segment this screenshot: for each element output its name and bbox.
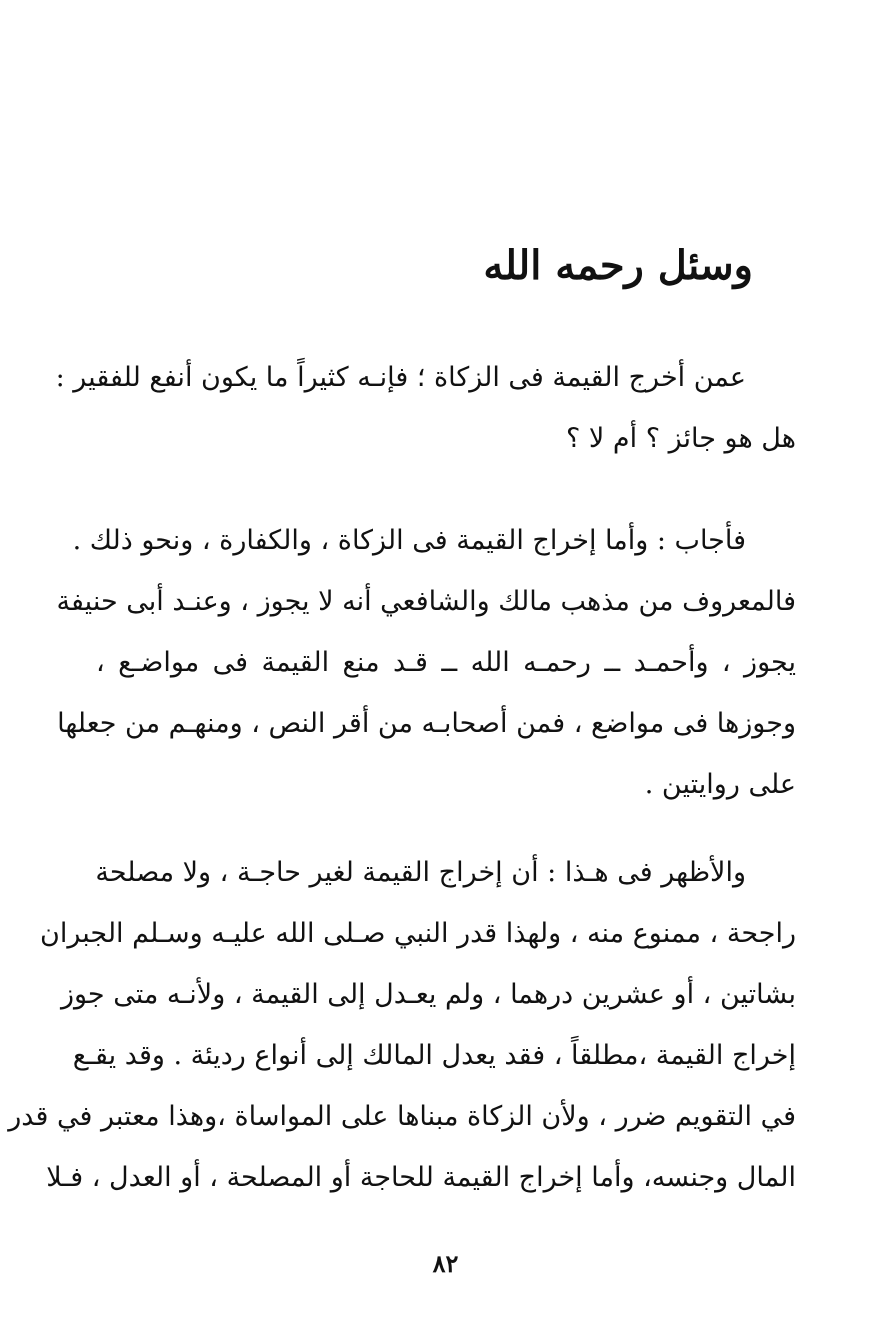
answer-line: راجحة ، ممنوع منه ، ولهذا قدر النبي صـلى الله عليـه وسـلم الجبران	[40, 918, 796, 949]
question-paragraph	[55, 347, 796, 469]
answer-line: والأظهر فى هـذا : أن إخراج القيمة لغير حاجـة ، ولا مصلحة	[95, 857, 746, 888]
question-line: عمن أخرج القيمة فى الزكاة ؛ فإنـه كثيراً ما يكون أنفع للفقير :	[55, 362, 746, 393]
answer-line: المال وجنسه، وأما إخراج القيمة للحاجة أو المصلحة ، أو العدل ، فـلا	[46, 1162, 796, 1193]
answer-line: وجوزها فى مواضع ، فمن أصحابـه من أقر النص ، ومنهـم من جعلها	[57, 708, 796, 739]
answer-line: فأجاب : وأما إخراج القيمة فى الزكاة ، والكفارة ، ونحو ذلك .	[72, 525, 746, 556]
answer-line: بشاتين ، أو عشرين درهما ، ولم يعـدل إلى القيمة ، ولأنـه متى جوز	[60, 979, 796, 1010]
question-line: هل هو جائز ؟ أم لا ؟	[566, 423, 796, 454]
answer-line: يجوز ، وأحمـد ــ رحمـه الله ــ قـد منع القيمة فى مواضـع ،	[96, 647, 796, 678]
page-number: ٨٢	[432, 1249, 459, 1278]
section-heading: وسئل رحمه الله	[483, 242, 753, 289]
answer-line: فالمعروف من مذهب مالك والشافعي أنه لا يجوز ، وعنـد أبى حنيفة	[56, 586, 796, 617]
answer-line: في التقويم ضرر ، ولأن الزكاة مبناها على المواساة ،وهذا معتبر في قدر	[8, 1101, 796, 1132]
answer-line: على روايتين .	[644, 769, 796, 800]
answer-paragraph-1	[56, 510, 796, 815]
answer-paragraph-2	[8, 842, 796, 1208]
answer-line: إخراج القيمة ،مطلقاً ، فقد يعدل المالك إلى أنواع رديئة . وقد يقـع	[72, 1040, 796, 1071]
